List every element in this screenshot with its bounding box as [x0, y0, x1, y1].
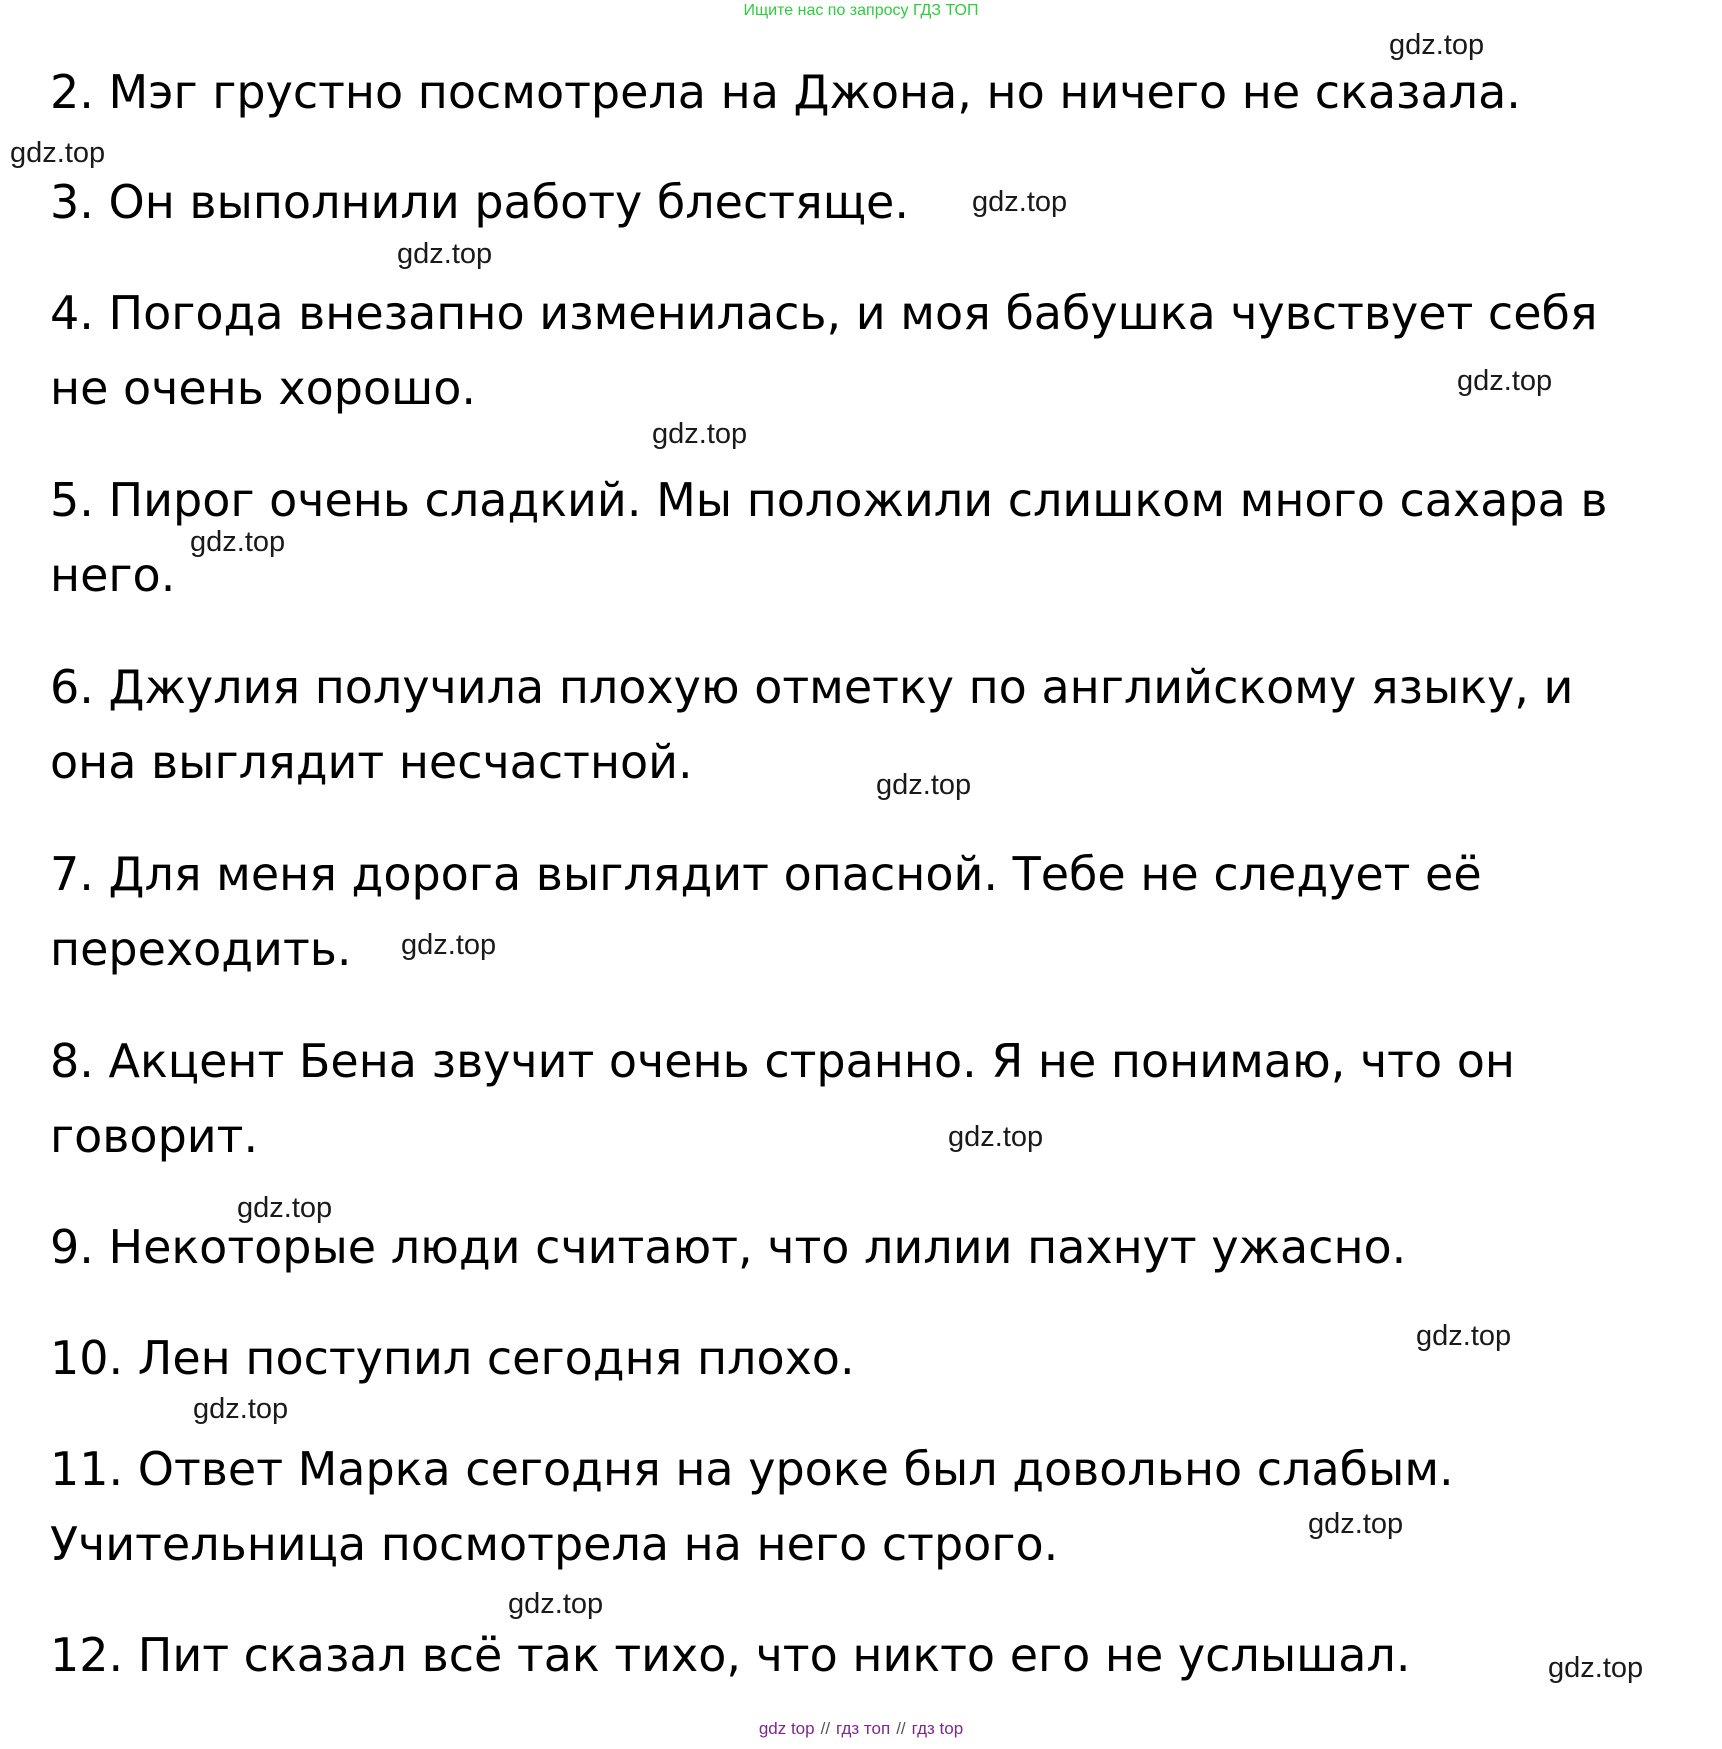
sentence-4-line-1: 4. Погода внезапно изменилась, и моя бабушка чувствует себя	[50, 286, 1598, 340]
sentence-7-line-1: 7. Для меня дорога выглядит опасной. Тебе не следует её	[50, 847, 1482, 901]
sentence-4-line-2: не очень хорошо.	[50, 361, 476, 415]
watermark: gdz.top	[1389, 29, 1485, 61]
footer-link-gdz-top-mixed[interactable]: гдз top	[911, 1719, 964, 1738]
sentence-6-line-2: она выглядит несчастной.	[50, 735, 693, 789]
sentence-8-line-1: 8. Акцент Бена звучит очень странно. Я не понимаю, что он	[50, 1034, 1515, 1088]
watermark: gdz.top	[397, 238, 493, 270]
watermark: gdz.top	[972, 186, 1068, 218]
sentence-3-line-1: 3. Он выполнили работу блестяще.	[50, 175, 909, 229]
watermark: gdz.top	[237, 1192, 333, 1224]
watermark: gdz.top	[10, 137, 106, 169]
watermark: gdz.top	[401, 929, 497, 961]
footer-links	[0, 1719, 1722, 1739]
sentence-9-line-1: 9. Некоторые люди считают, что лилии пахнут ужасно.	[50, 1220, 1407, 1274]
sentence-6-line-1: 6. Джулия получила плохую отметку по английскому языку, и	[50, 660, 1574, 714]
watermark: gdz.top	[948, 1121, 1044, 1153]
footer-separator: //	[896, 1719, 906, 1738]
sentence-8-line-2: говорит.	[50, 1109, 259, 1163]
watermark: gdz.top	[1416, 1320, 1512, 1352]
header-banner: Ищите нас по запросу ГДЗ ТОП	[743, 2, 979, 19]
sentence-11-line-1: 11. Ответ Марка сегодня на уроке был довольно слабым.	[50, 1442, 1454, 1496]
sentence-10-line-1: 10. Лен поступил сегодня плохо.	[50, 1331, 855, 1385]
footer-link-gdz-top[interactable]: gdz top	[758, 1719, 815, 1738]
watermark: gdz.top	[652, 418, 748, 450]
watermark: gdz.top	[1308, 1508, 1404, 1540]
sentence-5-line-1: 5. Пирог очень сладкий. Мы положили слишком много сахара в	[50, 473, 1608, 527]
watermark: gdz.top	[1548, 1652, 1644, 1684]
sentence-2-line-1: 2. Мэг грустно посмотрела на Джона, но ничего не сказала.	[50, 65, 1521, 119]
watermark: gdz.top	[876, 769, 972, 801]
watermark: gdz.top	[508, 1588, 604, 1620]
sentence-7-line-2: переходить.	[50, 922, 352, 976]
watermark: gdz.top	[193, 1393, 289, 1425]
footer-link-gdz-top-cyrillic[interactable]: гдз топ	[836, 1719, 891, 1738]
watermark: gdz.top	[1457, 365, 1553, 397]
sentence-11-line-2: Учительница посмотрела на него строго.	[50, 1517, 1059, 1571]
sentence-5-line-2: него.	[50, 548, 176, 602]
footer-separator: //	[820, 1719, 831, 1738]
watermark: gdz.top	[190, 526, 286, 558]
sentence-12-line-1: 12. Пит сказал всё так тихо, что никто его не услышал.	[50, 1628, 1411, 1682]
